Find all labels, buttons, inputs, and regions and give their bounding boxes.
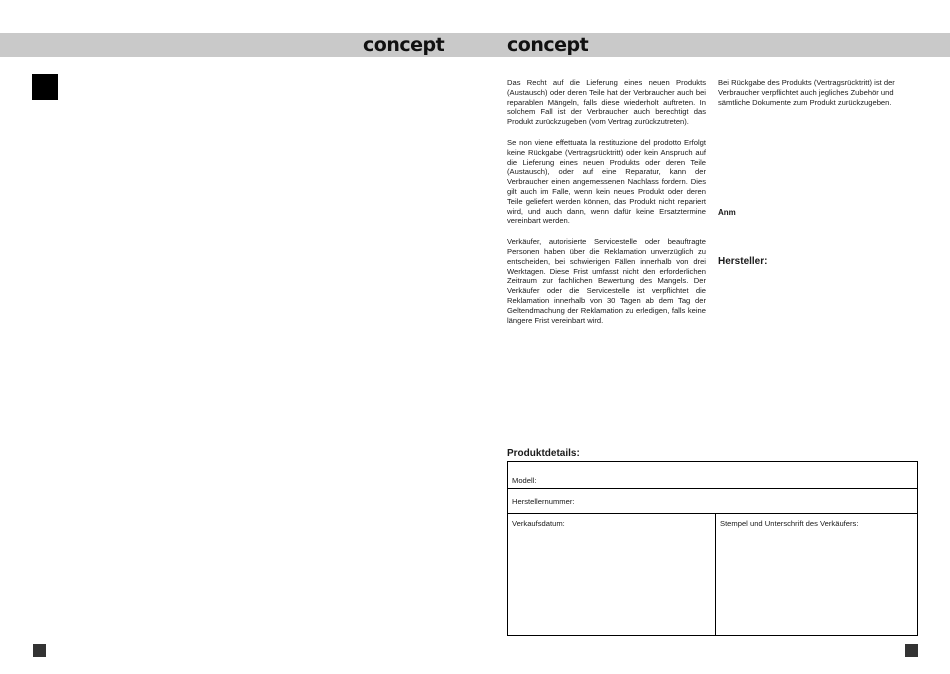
product-details-title: Produktdetails: bbox=[507, 448, 580, 459]
warranty-text-column-1 bbox=[507, 78, 706, 336]
cell-divider bbox=[715, 514, 716, 635]
sale-stamp-row bbox=[508, 514, 917, 635]
paragraph-austausch: Das Recht auf die Lieferung eines neuen Produkts (Austausch) oder deren Teile hat der Verbraucher auch bei reparablen Mängeln, falls diese wiederholt auftreten. In solchem Fall ist der Verbraucher auch berechtigt das Produkt zurückzugeben (vom Vertrag zurückzutreten). bbox=[507, 78, 706, 127]
note-label: Anm bbox=[718, 208, 736, 217]
page-marker-square bbox=[32, 74, 58, 100]
product-details-form bbox=[507, 461, 918, 636]
warranty-text-column-2 bbox=[718, 78, 918, 118]
paragraph-rueckgabe: Bei Rückgabe des Produkts (Vertragsrücktritt) ist der Verbraucher verpflichtet auch jegliches Zubehör und sämtliche Dokumente zum Produkt zurückzugeben. bbox=[718, 78, 895, 107]
stamp-signature-label: Stempel und Unterschrift des Verkäufers: bbox=[720, 519, 859, 528]
page-corner-marker-right bbox=[905, 644, 918, 657]
sale-date-label: Verkaufsdatum: bbox=[512, 519, 565, 528]
manufacturer-heading: Hersteller: bbox=[718, 256, 768, 267]
paragraph-nachlass: Se non viene effettuata la restituzione del prodotto Erfolgt keine Rückgabe (Vertragsrücktritt) oder kein Anspruch auf die Lieferung eines neuen Produkts oder deren Teile (Austausch), oder auf eine Reparatur, kann der Verbraucher einen angemessenen Nachlass fordern. Dies gilt auch im Falle, wenn kein neues Produkt oder deren Teile geliefert werden können, das Produkt nicht repariert wird, und auch dann, wenn dafür keine Ersatztermine vereinbart werden. bbox=[507, 137, 706, 226]
paragraph-reklamation: Verkäufer, autorisierte Servicestelle oder beauftragte Personen haben über die Reklamation unverzüglich zu entscheiden, bei schwierigen Fällen innerhalb von drei Werktagen. Diese Frist umfasst nicht den erforderlichen Zeitraum zur fachlichen Bewertung des Mangels. Der Verkäufer oder die Servicestelle ist verpflichtet die Reklamation innerhalb von 30 Tagen ab dem Tag der Geltendmachung der Reklamation zu erledigen, falls keine längere Frist vereinbart wird. bbox=[507, 237, 706, 325]
page-corner-marker-left bbox=[33, 644, 46, 657]
model-label: Modell: bbox=[512, 476, 537, 485]
brand-logo-right: concept bbox=[507, 34, 589, 56]
manufacturer-number-label: Herstellernummer: bbox=[512, 497, 575, 506]
brand-logo-left: concept bbox=[363, 34, 445, 56]
header-bar bbox=[0, 33, 950, 57]
manufacturer-number-row bbox=[508, 489, 917, 514]
model-row bbox=[508, 462, 917, 489]
